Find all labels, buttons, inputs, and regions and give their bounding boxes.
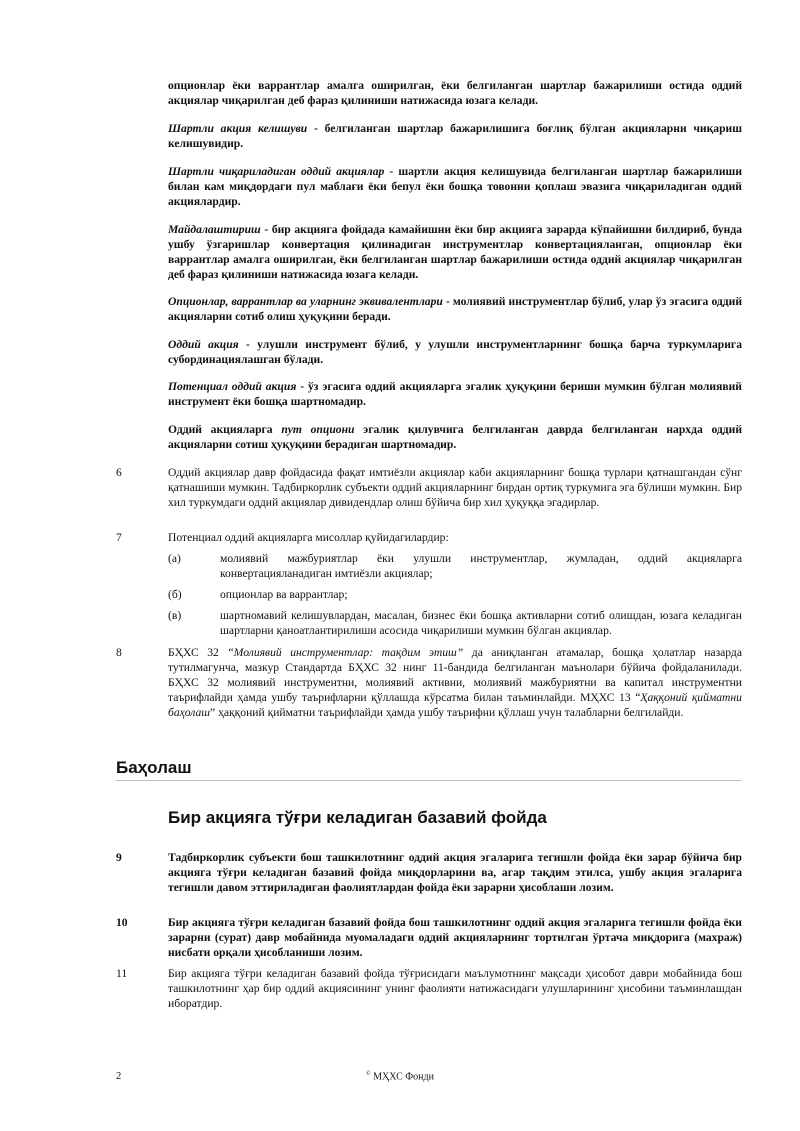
paragraph-number: 9 xyxy=(116,851,122,864)
list-item-b xyxy=(168,587,742,602)
standard-title: Ҳаққоний қийматни баҳолаш xyxy=(168,691,742,719)
definition-term: Потенциал оддий акция xyxy=(168,380,297,393)
page-number: 2 xyxy=(116,1071,122,1082)
standard-title: “Молиявий инструментлар: тақдим этиш” xyxy=(227,646,464,659)
paragraph-9 xyxy=(116,850,742,895)
paragraph-8 xyxy=(116,645,742,720)
definition-put-option xyxy=(168,422,742,452)
paragraph-text: Бир акцияга тўғри келадиган базавий фойда бош ташкилотнинг оддий акция эгаларига тегишли фойда ёки зарарни (сурат) давр мобайнида муомаладаги оддий акцияларнинг тортилган ўртача миқдорига (махраж) нисбати орқали ҳисобланиши лозим. xyxy=(168,916,742,959)
definition-options-warrants xyxy=(168,294,742,324)
list-item-text: опционлар ва варрантлар; xyxy=(220,588,348,601)
list-item-text: шартномавий келишувлардан, масалан, бизнес ёки бошқа активларни сотиб олишдан, юзага келадиган шартларни қаноатлантирилиши асосида чиқарилиши мумкин бўлган акциялар. xyxy=(220,609,742,637)
paragraph-number: 11 xyxy=(116,967,128,980)
definition-term: Оддий акция xyxy=(168,338,239,351)
paragraph-number: 8 xyxy=(116,646,122,659)
paragraph-number: 10 xyxy=(116,916,128,929)
list-item-c xyxy=(168,608,742,638)
paragraph-7 xyxy=(116,530,742,545)
subsection-heading: Бир акцияга тўғри келадиган базавий фойда xyxy=(168,808,547,827)
section-heading: Баҳолаш xyxy=(116,758,742,781)
definition-contingently-issuable-shares xyxy=(168,164,742,209)
paragraph-number: 7 xyxy=(116,531,122,544)
definition-text: - улушли инструмент бўлиб, у улушли инструментларнинг бошқа барча туркумларига субординациялашган бўлади. xyxy=(168,338,742,366)
definition-prefix: Оддий акцияларга xyxy=(168,423,282,436)
list-item-label: (а) xyxy=(168,552,181,565)
paragraph-number: 6 xyxy=(116,466,122,479)
definition-term: Шартли акция келишуви xyxy=(168,122,308,135)
definition-dilution xyxy=(168,222,742,282)
list-item-label: (в) xyxy=(168,609,182,622)
paragraph-text: Бир акцияга тўғри келадиган базавий фойда тўғрисидаги маълумотнинг мақсади ҳисобот даври мобайнида бош ташкилотнинг ҳар бир оддий акциясининг унинг фаолияти натижасидаги улушларининг ҳисобини таъминлашдан иборатдир. xyxy=(168,967,742,1010)
definition-text: - шартли акция келишувида белгиланган шартлар бажарилиши билан кам миқдордаги пул маблағи ёки бепул ёки бошқа товонни қоплаш эвазига чиқариладиган оддий акциялардир. xyxy=(168,165,742,208)
copyright-text: МҲХС Фонди xyxy=(370,1071,434,1083)
definition-text: - бир акцияга фойдада камайишни ёки бир акцияга зарарда кўпайишни билдириб, бунда ушбу ўзгаришлар конвертация қилинадиган инструментлар конвертацияланган, опционлар ёки варрантлар амалга оширилган, ёки белгиланган шартлар бажарилиши остида оддий акциялар чиқарилган деб фараз қилиниши натижасида юзага келади. xyxy=(168,223,742,281)
paragraph-6 xyxy=(116,465,742,510)
definition-contingent-share-agreement xyxy=(168,121,742,151)
copyright-symbol: © xyxy=(366,1071,371,1077)
definition-ordinary-share xyxy=(168,337,742,367)
paragraph-text: Оддий акциялар давр фойдасида фақат имтиёзли акциялар каби акцияларнинг бошқа турлари қатнашгандан сўнг қатнашиши мумкин. Тадбиркорлик субъекти оддий акцияларнинг бирдан ортиқ туркумига эга бўлиши мумкин. Бир хил туркумдаги оддий акциялар дивидендлар олиш бўйича бир хил ҳуқуққа эгадирлар. xyxy=(168,466,742,509)
definition-text: эгалик қилувчига белгиланган даврда белгиланган нархда оддий акцияларни сотиш ҳуқуқини берадиган шартномадир. xyxy=(168,423,743,451)
definition-term: Шартли чиқариладиган оддий акциялар xyxy=(168,165,385,178)
footer-copyright xyxy=(0,1071,800,1082)
definition-diluting-continuation xyxy=(168,78,742,108)
list-item-text: молиявий мажбуриятлар ёки улушли инструментлар, жумладан, оддий акцияларга конвертацияланадиган имтиёзли акциялар; xyxy=(220,552,742,580)
text-run: БҲХС 32 xyxy=(168,646,228,659)
paragraph-text xyxy=(168,645,742,720)
definition-text: опционлар ёки варрантлар амалга оширилган, ёки белгиланган шартлар бажарилиши остида оддий акциялар чиқарилган деб фараз қилиниши натижасида юзага келади. xyxy=(168,79,742,107)
definition-term: Майдалаштириш xyxy=(168,223,261,236)
paragraph-text: Потенциал оддий акцияларга мисоллар қуйидагилардир: xyxy=(168,531,449,544)
definition-text: - молиявий инструментлар бўлиб, улар ўз эгасига оддий акцияларни сотиб олиш ҳуқуқини беради. xyxy=(168,295,742,323)
definition-term: пут опциони xyxy=(281,423,355,436)
paragraph-10 xyxy=(116,915,742,960)
list-item-a xyxy=(168,551,742,581)
definition-text: - белгиланган шартлар бажарилишига боғлиқ бўлган акцияларни чиқариш келишувидир. xyxy=(168,122,742,150)
text-run: ” ҳаққоний қийматни таърифлайди ҳамда ушбу таърифни қўллаш учун талабларни белгилайди. xyxy=(210,706,684,719)
text-run: да аниқланган атамалар, бошқа ҳолатлар назарда тутилмагунча, мазкур Стандартда БҲХС 32 нинг 11-бандида белгиланган маънолари бўйича фойдаланилади. БҲХС 32 молиявий инструментни, молиявий активни, молиявий мажбуриятни ва капитал инструментни таърифлайди ҳамда ушбу таърифларни қўллашда кўрсатма билан таъминлайди. МҲХС 13 “ xyxy=(168,646,742,704)
definition-text: - ўз эгасига оддий акцияларга эгалик ҳуқуқини бериши мумкин бўлган молиявий инструмент ёки бошқа шартномадир. xyxy=(168,380,742,408)
paragraph-11 xyxy=(116,966,742,1011)
paragraph-text: Тадбиркорлик субъекти бош ташкилотнинг оддий акция эгаларига тегишли фойда ёки зарар бўйича бир акцияга тўғри келадиган базавий фойда миқдорларини ва, агар тақдим этилса, ушбу акция эгаларига тегишли давом эттириладиган фаолиятлардан фойда ёки зарарни ҳисоблаши лозим. xyxy=(168,851,742,894)
definition-term: Опционлар, варрантлар ва уларнинг эквивалентлари xyxy=(168,295,443,308)
list-item-label: (б) xyxy=(168,588,182,601)
definition-potential-ordinary-share xyxy=(168,379,742,409)
